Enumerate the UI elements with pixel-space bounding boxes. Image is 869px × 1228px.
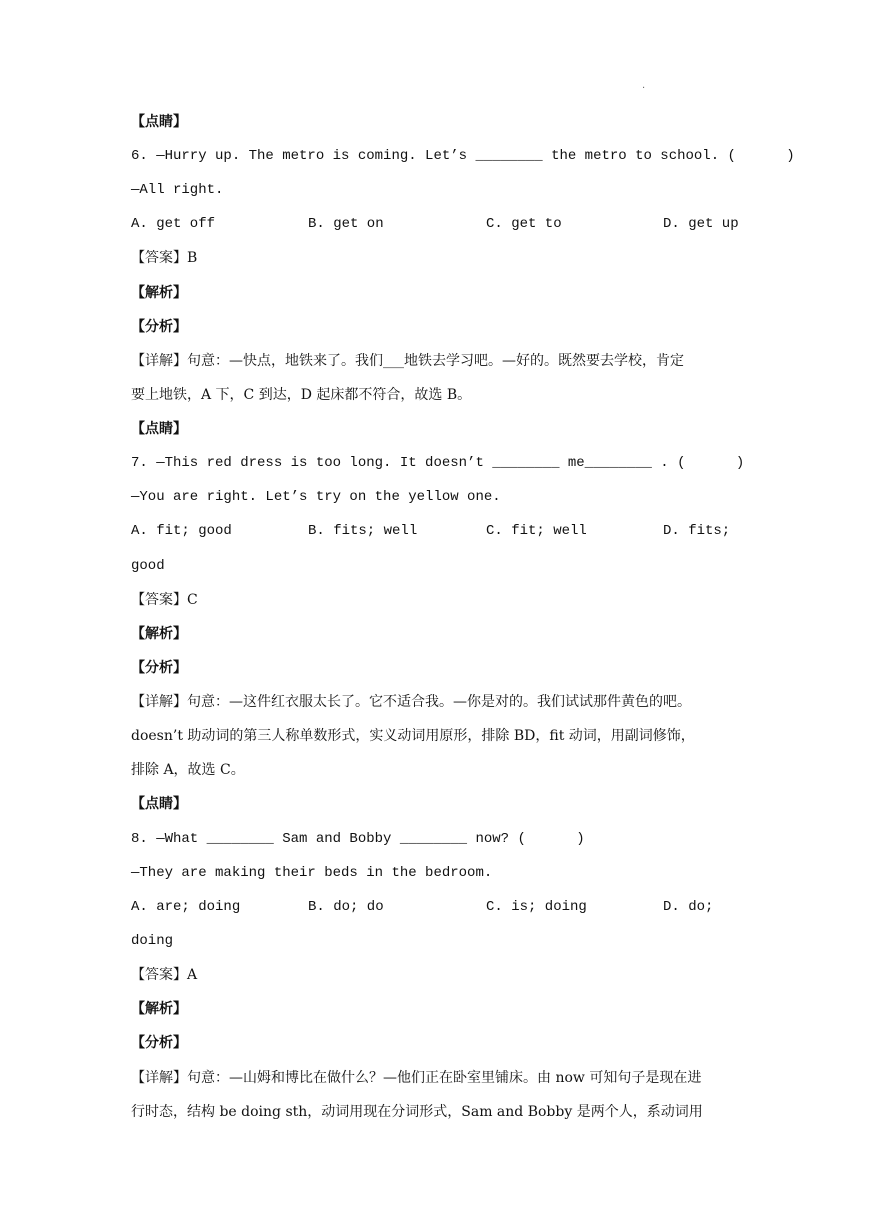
question-7-detail-line-2: doesn’t 助动词的第三人称单数形式，实义动词用原形，排除 BD，fit 动词，用副词修饰， [131,728,695,744]
question-6-detail-line-2: 要上地铁，A 下，C 到达，D 起床都不符合，故选 B。 [131,387,472,403]
question-7-option-d-wrap: good [131,558,165,574]
question-6-jiexi: 【解析】 [131,285,187,301]
header-dot: . [642,80,646,91]
question-6-dianjing: 【点睛】 [131,421,187,437]
question-7-reply: —You are right. Let’s try on the yellow one. [131,489,501,505]
dianjing-label: 【点睛】 [131,114,187,130]
question-7-option-d: D. fits; [663,523,731,539]
question-8-jiexi: 【解析】 [131,1001,187,1017]
question-7-fenxi: 【分析】 [131,660,187,676]
question-6-detail-line-1: 【详解】句意：—快点，地铁来了。我们___地铁去学习吧。—好的。既然要去学校，肯定 [131,353,684,369]
question-8-option-d: D. do; [663,899,714,915]
question-8-detail-line-1: 【详解】句意：—山姆和博比在做什么？—他们正在卧室里铺床。由 now 可知句子是现在进 [131,1070,702,1086]
question-6-stem: 6. —Hurry up. The metro is coming. Let’s ________ the metro to school. ( ) [131,148,795,164]
question-7-detail-line-3: 排除 A，故选 C。 [131,762,245,778]
question-6-option-a: A. get off [131,216,216,232]
question-6-reply: —All right. [131,182,224,198]
question-7-dianjing: 【点睛】 [131,796,187,812]
question-7-jiexi: 【解析】 [131,626,187,642]
question-8-option-c: C. is; doing [486,899,587,915]
question-8-fenxi: 【分析】 [131,1035,187,1051]
question-6-answer: 【答案】B [131,250,198,266]
question-7-option-b: B. fits; well [308,523,418,539]
question-6-option-d: D. get up [663,216,739,232]
question-7-stem: 7. —This red dress is too long. It doesn’t ________ me________ . ( ) [131,455,745,471]
question-8-detail-line-2: 行时态，结构 be doing sth，动词用现在分词形式，Sam and Bobby 是两个人，系动词用 [131,1104,703,1120]
question-7-answer: 【答案】C [131,592,198,608]
question-8-option-b: B. do; do [308,899,384,915]
question-6-option-b: B. get on [308,216,384,232]
question-6-option-c: C. get to [486,216,562,232]
question-6-fenxi: 【分析】 [131,319,187,335]
question-8-reply: —They are making their beds in the bedroom. [131,865,493,881]
question-8-stem: 8. —What ________ Sam and Bobby ________ now? ( ) [131,831,585,847]
question-8-option-a: A. are; doing [131,899,241,915]
question-7-detail-line-1: 【详解】句意：—这件红衣服太长了。它不适合我。—你是对的。我们试试那件黄色的吧。 [131,694,691,710]
question-8-answer: 【答案】A [131,967,198,983]
question-8-option-d-wrap: doing [131,933,174,949]
question-7-option-c: C. fit; well [486,523,587,539]
question-7-option-a: A. fit; good [131,523,232,539]
